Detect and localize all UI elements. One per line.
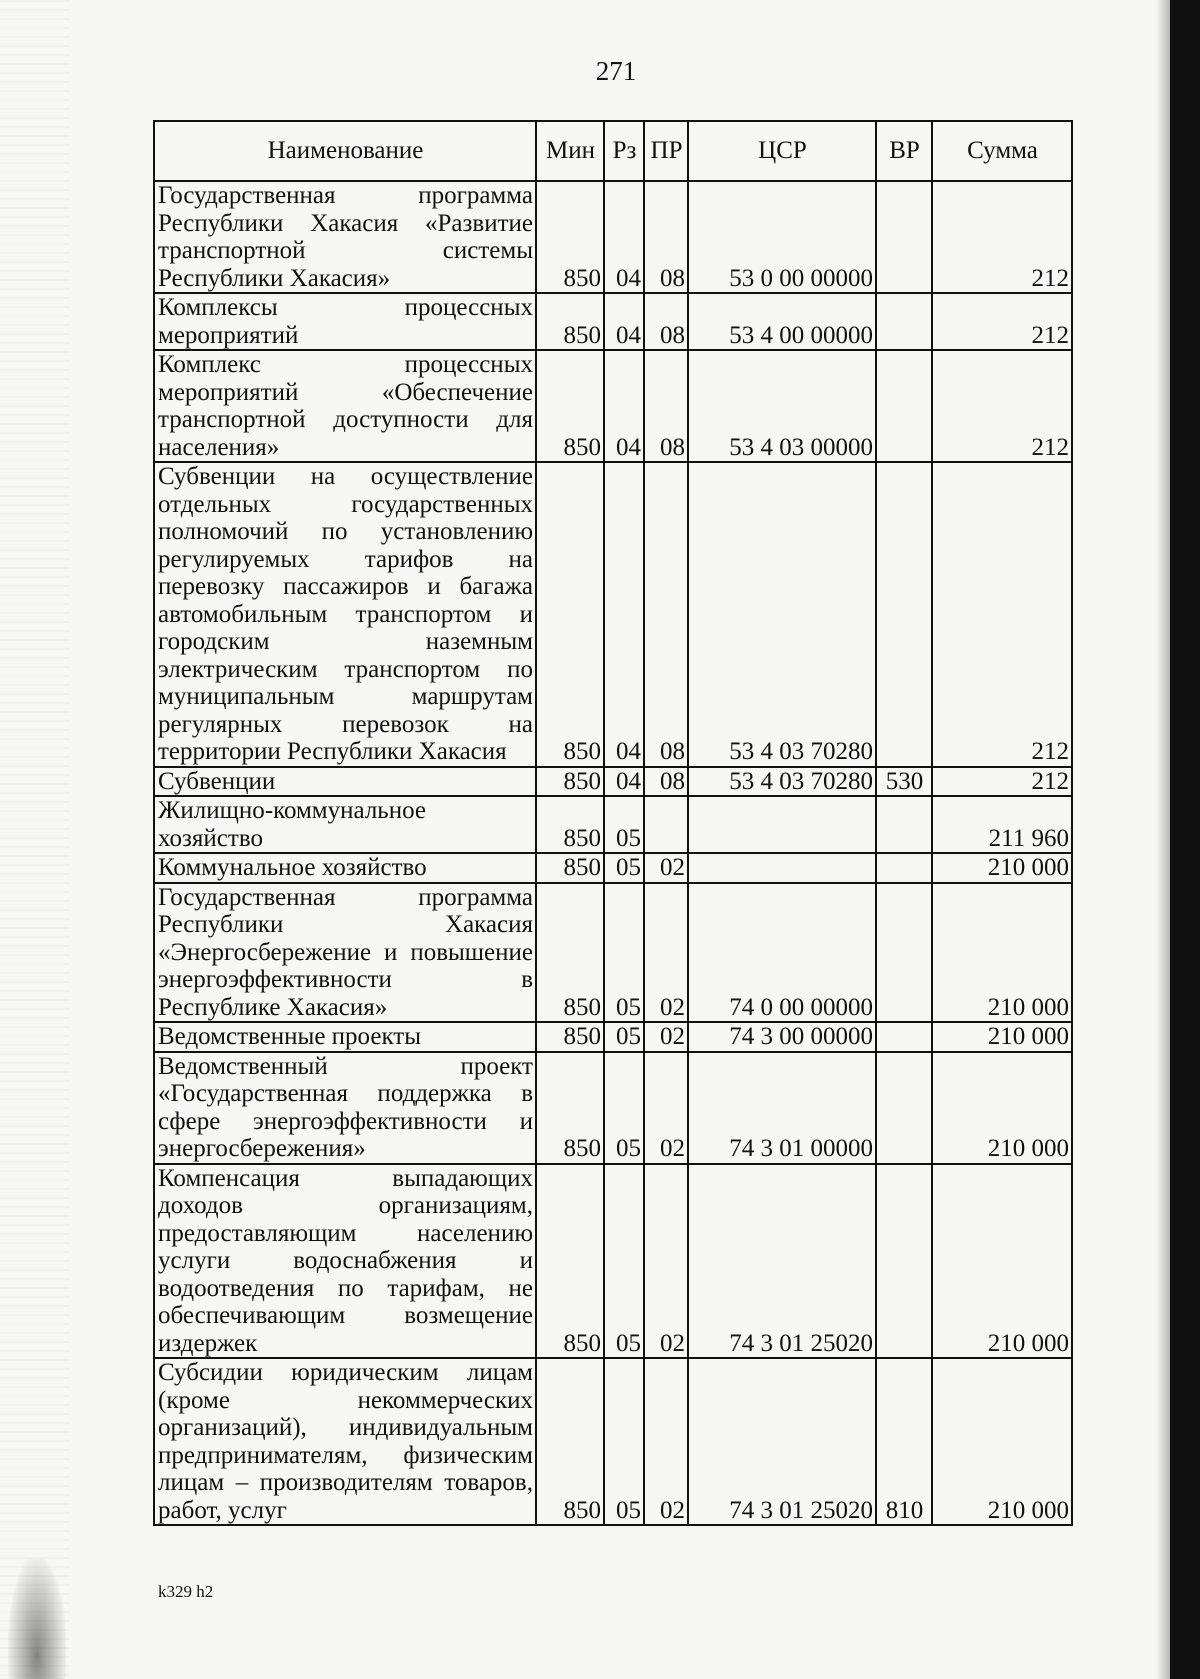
footer-code: k329 h2 (158, 1582, 214, 1601)
table-row (154, 883, 1072, 1023)
cell-min: 850 (536, 1164, 604, 1359)
table-row (154, 796, 1072, 853)
cell-name: Коммунальное хозяйство (154, 853, 536, 883)
cell-vr (876, 1022, 932, 1052)
scan-right-edge (1170, 0, 1200, 1679)
cell-pr: 08 (644, 181, 688, 293)
cell-rz: 04 (604, 181, 644, 293)
cell-csr: 74 3 01 25020 (688, 1164, 876, 1359)
cell-vr (876, 853, 932, 883)
table-row (154, 462, 1072, 767)
cell-rz: 04 (604, 767, 644, 797)
cell-rz: 05 (604, 883, 644, 1023)
cell-pr (644, 796, 688, 853)
cell-csr: 53 0 00 00000 (688, 181, 876, 293)
cell-min: 850 (536, 1022, 604, 1052)
cell-csr: 53 4 03 70280 (688, 767, 876, 797)
header-name: Наименование (154, 121, 536, 181)
cell-vr (876, 1052, 932, 1164)
cell-sum: 212 (932, 350, 1072, 462)
header-vr: ВР (876, 121, 932, 181)
header-sum: Сумма (932, 121, 1072, 181)
cell-name: Комплекс процессных мероприятий «Обеспечение транспортной доступности для населения» (154, 350, 536, 462)
cell-name: Комплексы процессных мероприятий (154, 293, 536, 350)
cell-pr: 08 (644, 462, 688, 767)
table-row (154, 767, 1072, 797)
cell-min: 850 (536, 462, 604, 767)
cell-sum: 210 000 (932, 853, 1072, 883)
cell-min: 850 (536, 883, 604, 1023)
header-pr: ПР (644, 121, 688, 181)
scan-left-noise (0, 0, 70, 1679)
cell-rz: 04 (604, 350, 644, 462)
table-body (154, 181, 1072, 1525)
cell-rz: 05 (604, 1022, 644, 1052)
header-rz: Рз (604, 121, 644, 181)
cell-csr (688, 796, 876, 853)
cell-sum: 210 000 (932, 1052, 1072, 1164)
cell-name: Субвенции (154, 767, 536, 797)
cell-name: Государственная программа Республики Хакасия «Энергосбережение и повышение энергоэффективности в Республике Хакасия» (154, 883, 536, 1023)
cell-sum: 210 000 (932, 883, 1072, 1023)
cell-sum: 212 (932, 462, 1072, 767)
cell-vr: 810 (876, 1358, 932, 1525)
cell-vr (876, 883, 932, 1023)
cell-sum: 210 000 (932, 1022, 1072, 1052)
cell-vr (876, 1164, 932, 1359)
cell-name: Ведомственные проекты (154, 1022, 536, 1052)
scan-right-shadow (1156, 0, 1170, 1679)
budget-table (153, 120, 1073, 1526)
cell-min: 850 (536, 853, 604, 883)
cell-csr: 53 4 03 00000 (688, 350, 876, 462)
cell-pr: 02 (644, 883, 688, 1023)
table-row (154, 853, 1072, 883)
cell-name: Компенсация выпадающих доходов организациям, предоставляющим населению услуги водоснабжения и водоотведения по тарифам, не обеспечивающим возмещение издержек (154, 1164, 536, 1359)
cell-sum: 212 (932, 767, 1072, 797)
cell-vr (876, 293, 932, 350)
cell-sum: 212 (932, 181, 1072, 293)
cell-min: 850 (536, 1358, 604, 1525)
cell-pr: 02 (644, 1358, 688, 1525)
cell-min: 850 (536, 796, 604, 853)
header-min: Мин (536, 121, 604, 181)
table-row (154, 1022, 1072, 1052)
cell-name: Государственная программа Республики Хакасия «Развитие транспортной системы Республики Хакасия» (154, 181, 536, 293)
cell-vr (876, 350, 932, 462)
cell-pr: 08 (644, 350, 688, 462)
cell-rz: 05 (604, 1052, 644, 1164)
cell-vr (876, 181, 932, 293)
cell-rz: 05 (604, 1164, 644, 1359)
header-csr: ЦСР (688, 121, 876, 181)
cell-rz: 05 (604, 796, 644, 853)
cell-sum: 210 000 (932, 1164, 1072, 1359)
cell-vr: 530 (876, 767, 932, 797)
cell-pr: 02 (644, 1022, 688, 1052)
cell-rz: 04 (604, 462, 644, 767)
cell-rz: 05 (604, 1358, 644, 1525)
cell-pr: 02 (644, 1052, 688, 1164)
table-row (154, 1164, 1072, 1359)
cell-min: 850 (536, 293, 604, 350)
cell-min: 850 (536, 767, 604, 797)
scan-artifact (8, 1559, 66, 1679)
table-row (154, 1052, 1072, 1164)
cell-name: Субвенции на осуществление отдельных государственных полномочий по установлению регулируемых тарифов на перевозку пассажиров и багажа автомобильным транспортом и городским наземным электрическим транспортом по муниципальным маршрутам регулярных перевозок на территории Республики Хакасия (154, 462, 536, 767)
cell-sum: 210 000 (932, 1358, 1072, 1525)
cell-sum: 212 (932, 293, 1072, 350)
cell-csr: 74 0 00 00000 (688, 883, 876, 1023)
cell-min: 850 (536, 350, 604, 462)
table-row (154, 293, 1072, 350)
cell-csr: 74 3 00 00000 (688, 1022, 876, 1052)
cell-pr: 08 (644, 293, 688, 350)
cell-csr: 53 4 00 00000 (688, 293, 876, 350)
cell-vr (876, 462, 932, 767)
table-row (154, 1358, 1072, 1525)
cell-pr: 02 (644, 1164, 688, 1359)
cell-csr: 74 3 01 00000 (688, 1052, 876, 1164)
cell-csr: 74 3 01 25020 (688, 1358, 876, 1525)
cell-sum: 211 960 (932, 796, 1072, 853)
cell-name: Субсидии юридическим лицам (кроме некоммерческих организаций), индивидуальным предпринимателям, физическим лицам – производителям товаров, работ, услуг (154, 1358, 536, 1525)
table-header-row (154, 121, 1072, 181)
table-row (154, 350, 1072, 462)
page-number: 271 (595, 56, 637, 86)
cell-csr (688, 853, 876, 883)
cell-rz: 04 (604, 293, 644, 350)
cell-pr: 02 (644, 853, 688, 883)
cell-name: Ведомственный проект «Государственная поддержка в сфере энергоэффективности и энергосбережения» (154, 1052, 536, 1164)
cell-min: 850 (536, 1052, 604, 1164)
cell-pr: 08 (644, 767, 688, 797)
table-row (154, 181, 1072, 293)
cell-name: Жилищно-коммунальное хозяйство (154, 796, 536, 853)
cell-vr (876, 796, 932, 853)
cell-csr: 53 4 03 70280 (688, 462, 876, 767)
cell-rz: 05 (604, 853, 644, 883)
cell-min: 850 (536, 181, 604, 293)
